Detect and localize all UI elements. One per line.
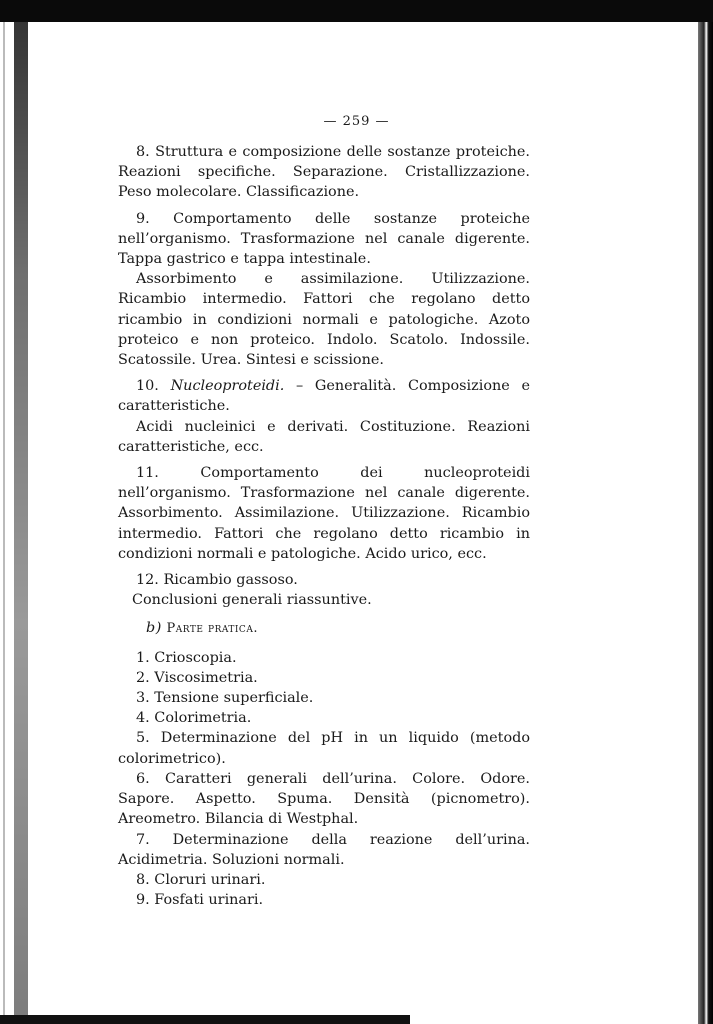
paragraph-10-number: 10. (136, 378, 159, 395)
practical-item-5: 5. Determinazione del pH in un liquido (metodo colorimetrico). (118, 730, 530, 767)
paragraph-10 (118, 376, 530, 416)
paragraph-12b: Conclusioni generali riassuntive. (132, 592, 372, 609)
paragraph-9: 9. Comportamento delle sostanze proteiche nell’organismo. Trasformazione nel canale digerente. Tappa gastrico e tappa intestinale. (118, 210, 530, 268)
practical-item-7: 7. Determinazione della reazione dell’urina. Acidimetria. Soluzioni normali. (118, 831, 530, 868)
paragraph-11: 11. Comportamento dei nucleoproteidi nell’organismo. Trasformazione nel canale digerente. Assorbimento. Assimilazione. Utilizzazione. Ricambio intermedio. Fattori che regolano detto ricambio in condizioni normali e patologiche. Acido urico, ecc. (118, 465, 530, 562)
scan-left-faint-edge (3, 22, 5, 1024)
section-title: Parte pratica. (166, 621, 258, 637)
paragraph-8: 8. Struttura e composizione delle sostanze proteiche. Reazioni specifiche. Separazione. Cristallizzazione. Peso molecolare. Classificazione. (118, 144, 530, 201)
scan-left-binding-shadow (14, 22, 28, 1024)
paragraph-10-title: Nucleoproteidi. (170, 378, 285, 395)
section-letter: b) (146, 620, 162, 637)
practical-item-4: 4. Colorimetria. (136, 710, 252, 727)
scan-bottom-border (0, 1015, 410, 1024)
section-heading-b (118, 618, 530, 639)
paragraph-10b: Acidi nucleinici e derivati. Costituzione. Reazioni caratteristiche, ecc. (118, 418, 530, 455)
paragraph-12: 12. Ricambio gassoso. (136, 572, 298, 589)
practical-item-2: 2. Viscosimetria. (136, 669, 258, 686)
page-number: — 259 — (323, 114, 390, 129)
practical-item-1: 1. Crioscopia. (136, 649, 237, 666)
paragraph-10-text: – Generalità. Composizione e caratteristiche. (118, 378, 530, 415)
page-body (118, 142, 530, 910)
scan-top-border (0, 0, 713, 22)
practical-item-8: 8. Cloruri urinari. (136, 871, 266, 888)
practical-item-3: 3. Tensione superficiale. (136, 690, 314, 707)
practical-item-6: 6. Caratteri generali dell’urina. Colore. Odore. Sapore. Aspetto. Spuma. Densità (picnometro). Areometro. Bilancia di Westphal. (118, 770, 530, 828)
scan-right-page-edge (698, 22, 713, 1024)
paragraph-9b: Assorbimento e assimilazione. Utilizzazione. Ricambio intermedio. Fattori che regolano detto ricambio in condizioni normali e patologiche. Azoto proteico e non proteico. Indolo. Scatolo. Indossile. Scatossile. Urea. Sintesi e scissione. (118, 271, 530, 369)
practical-item-9: 9. Fosfati urinari. (136, 892, 264, 909)
